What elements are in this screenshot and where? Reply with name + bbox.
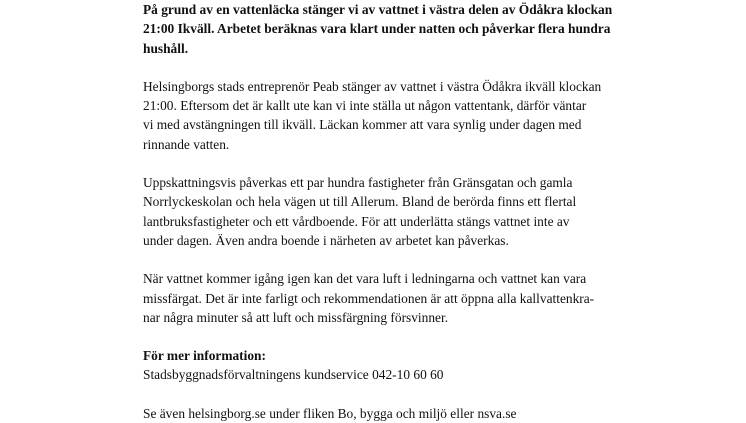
lead-line: 21:00 Ikväll. Arbetet beräknas vara klart under natten och påverkar flera hundra xyxy=(143,21,611,37)
body-line: 21:00. Eftersom det är kallt ute kan vi inte ställa ut någon vattentank, därför väntar xyxy=(143,98,587,114)
lead-line: På grund av en vattenläcka stänger vi av vattnet i västra delen av Ödåkra klockan xyxy=(143,2,613,17)
contact-details: Stadsbyggnadsförvaltningens kundservice 042-10 60 60 xyxy=(143,367,444,383)
body-line: rinnande vatten. xyxy=(143,136,230,152)
contact-section xyxy=(143,346,613,385)
contact-heading: För mer information: xyxy=(143,348,266,364)
paragraph-spacer xyxy=(143,154,613,173)
body-line: Norrlyckeskolan och hela vägen ut till Allerum. Bland de berörda finns ett flertal xyxy=(143,194,577,210)
body-line: vi med avstängningen till ikväll. Läckan kommer att vara synlig under dagen med xyxy=(143,117,582,133)
body-line: lantbruksfastigheter och ett vårdboende. För att underlätta stängs vattnet inte av xyxy=(143,213,570,229)
body-line: nar några minuter så att luft och missfärgning försvinner. xyxy=(143,309,449,325)
body-line: under dagen. Även andra boende i närheten av arbetet kan påverkas. xyxy=(143,232,509,248)
paragraph-spacer xyxy=(143,385,613,404)
body-line: missfärgat. Det är inte farligt och rekommendationen är att öppna alla kallvattenkra- xyxy=(143,290,595,306)
footer-note xyxy=(143,404,613,423)
body-line: Uppskattningsvis påverkas ett par hundra fastigheter från Gränsgatan och gamla xyxy=(143,175,573,191)
paragraph-spacer xyxy=(143,250,613,269)
body-line: När vattnet kommer igång igen kan det vara luft i ledningarna och vattnet kan vara xyxy=(143,271,587,287)
body-paragraph-3 xyxy=(143,269,613,327)
body-paragraph-2 xyxy=(143,173,613,250)
lead-paragraph xyxy=(143,0,613,58)
paragraph-spacer xyxy=(143,327,613,346)
lead-line: hushåll. xyxy=(143,40,189,56)
body-line: Helsingborgs stads entreprenör Peab stänger av vattnet i västra Ödåkra ikväll klockan xyxy=(143,78,602,94)
footer-line: Se även helsingborg.se under fliken Bo, bygga och miljö eller nsva.se xyxy=(143,405,517,421)
paragraph-spacer xyxy=(143,58,613,77)
body-paragraph-1 xyxy=(143,77,613,154)
press-release-document xyxy=(143,0,613,423)
